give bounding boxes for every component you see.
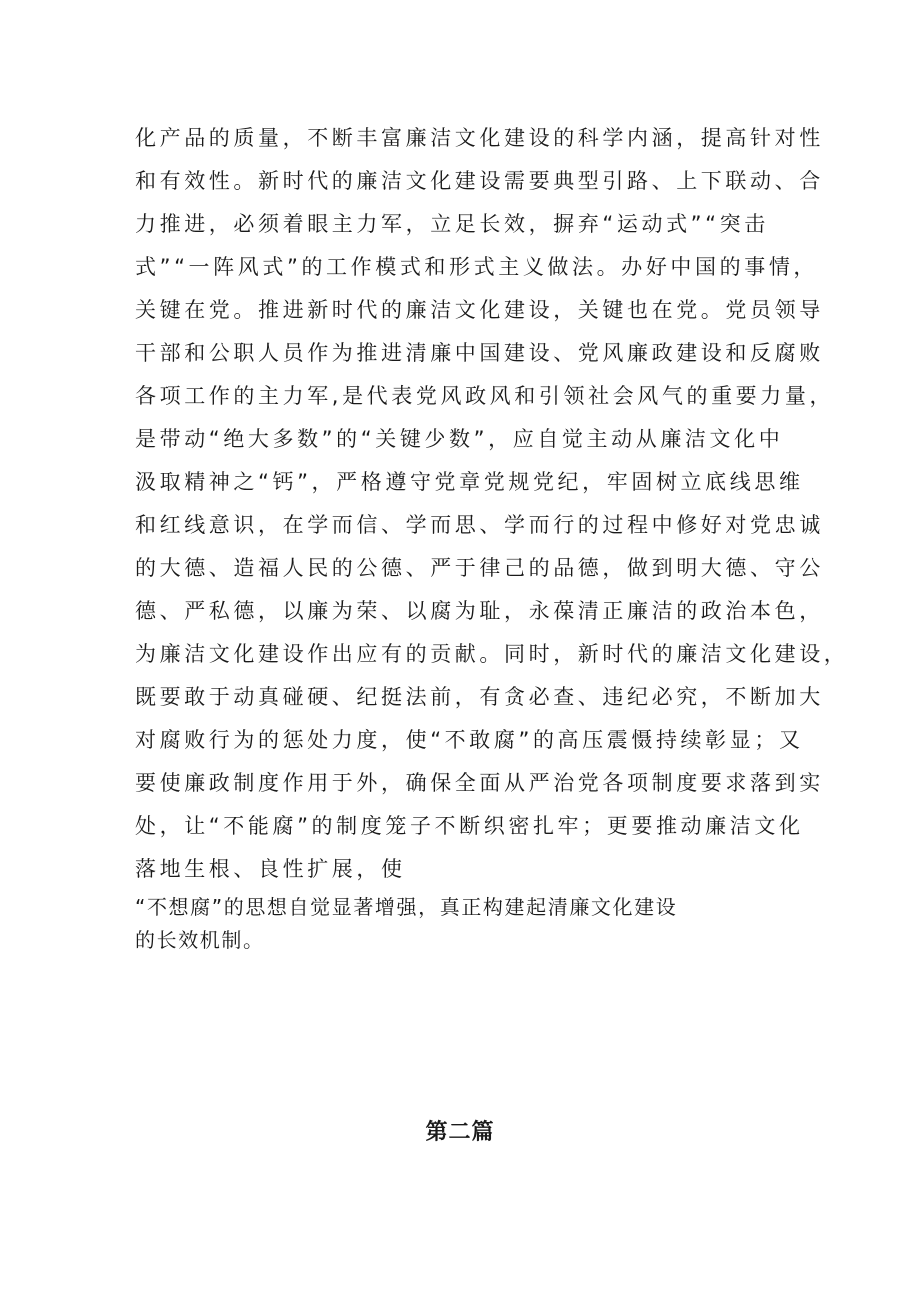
paragraph-line: 关键在党。推进新时代的廉洁文化建设，关键也在党。党员领导 — [135, 298, 824, 322]
paragraph-line: 为廉洁文化建设作出应有的贡献。同时，新时代的廉洁文化建设， — [135, 642, 849, 666]
paragraph-line: 各项工作的主力军,是代表党风政风和引领社会风气的重要力量， — [135, 384, 835, 408]
paragraph-line: 式”“一阵风式”的工作模式和形式主义做法。办好中国的事情， — [135, 255, 819, 279]
paragraph-line: 化产品的质量，不断丰富廉洁文化建设的科学内涵，提高针对性 — [135, 126, 824, 150]
paragraph-line: 干部和公职人员作为推进清廉中国建设、党风廉政建设和反腐败 — [135, 341, 824, 365]
paragraph-line: 既要敢于动真碰硬、纪挺法前，有贪必查、违纪必究，不断加大 — [135, 685, 824, 709]
tail-line: 的长效机制。 — [135, 928, 265, 952]
paragraph-line: 和有效性。新时代的廉洁文化建设需要典型引路、上下联动、合 — [135, 169, 824, 193]
tail-line: “不想腐”的思想自觉显著增强，真正构建起清廉文化建设 — [135, 895, 678, 919]
paragraph-line: 和红线意识，在学而信、学而思、学而行的过程中修好对党忠诚 — [135, 513, 824, 537]
paragraph-line: 处，让“不能腐”的制度笼子不断织密扎牢；更要推动廉洁文化 — [135, 814, 804, 838]
section-heading: 第二篇 — [425, 1120, 495, 1145]
paragraph-line: 力推进，必须着眼主力军，立足长效，摒弃“运动式”“突击 — [135, 212, 769, 236]
paragraph-line: 德、严私德，以廉为荣、以腐为耻，永葆清正廉洁的政治本色， — [135, 599, 824, 623]
paragraph-line: 汲取精神之“钙”，严格遵守党章党规党纪，牢固树立底线思维 — [135, 470, 804, 494]
paragraph-line: 对腐败行为的惩处力度，使“不敢腐”的高压震慑持续彰显；又 — [135, 728, 804, 752]
paragraph-line: 是带动“绝大多数”的“关键少数”，应自觉主动从廉洁文化中 — [135, 427, 784, 451]
paragraph-line: 的大德、造福人民的公德、严于律己的品德，做到明大德、守公 — [135, 556, 824, 580]
paragraph-line: 要使廉政制度作用于外，确保全面从严治党各项制度要求落到实 — [135, 771, 824, 795]
paragraph-line: 落地生根、良性扩展，使 — [135, 857, 406, 881]
